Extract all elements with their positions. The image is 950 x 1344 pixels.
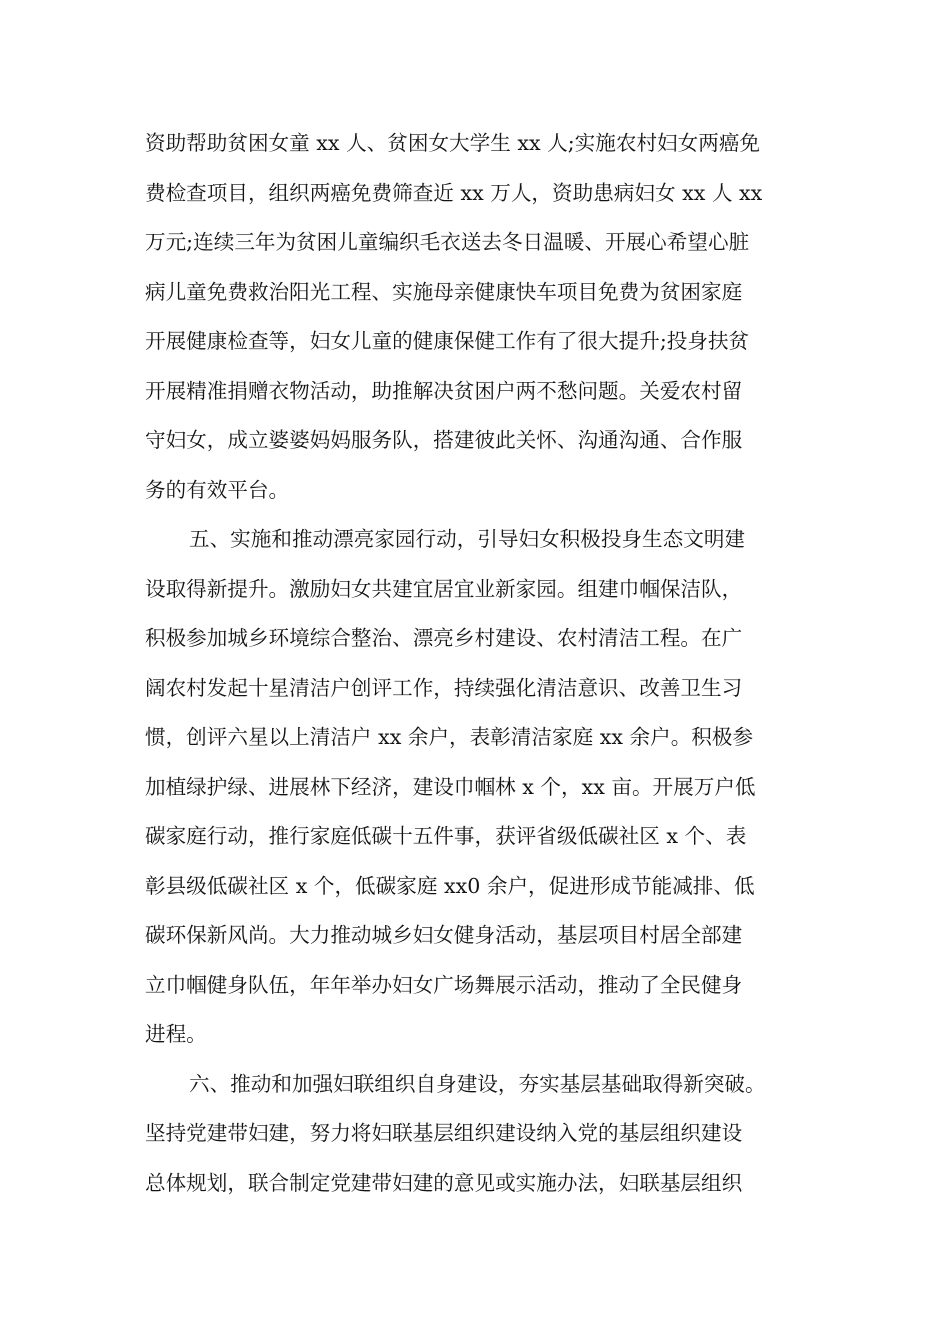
text-line: 坚持党建带妇建，努力将妇联基层组织建设纳入党的基层组织建设: [145, 1121, 743, 1145]
text-line: 五、实施和推动漂亮家园行动，引导妇女积极投身生态文明建: [189, 527, 746, 551]
paragraph: [145, 1069, 810, 1218]
text-line: 进程。: [145, 1022, 207, 1046]
text-line: 碳家庭行动，推行家庭低碳十五件事，获评省级低碳社区 x 个、表: [145, 824, 747, 848]
text-line: 彰县级低碳社区 x 个，低碳家庭 xx0 余户，促进形成节能减排、低: [145, 873, 755, 898]
text-line: 守妇女，成立婆婆妈妈服务队，搭建彼此关怀、沟通沟通、合作服: [145, 428, 743, 452]
text-line: 开展精准捐赠衣物活动，助推解决贫困户两不愁问题。关爱农村留: [145, 378, 743, 403]
text-line: 阔农村发起十星清洁户创评工作，持续强化清洁意识、改善卫生习: [145, 675, 743, 700]
text-line: 万元;连续三年为贫困儿童编织毛衣送去冬日温暖、开展心希望心脏: [145, 230, 750, 254]
text-line: 设取得新提升。激励妇女共建宜居宜业新家园。组建巾帼保洁队，: [145, 576, 743, 601]
text-line: 六、推动和加强妇联组织自身建设，夯实基层基础取得新突破。: [189, 1071, 766, 1096]
text-line: 立巾帼健身队伍，年年举办妇女广场舞展示活动，推动了全民健身: [145, 972, 743, 997]
text-line: 费检查项目，组织两癌免费筛查近 xx 万人，资助患病妇女 xx 人 xx: [145, 180, 763, 205]
paragraph: [145, 524, 810, 1069]
text-line: 开展健康检查等，妇女儿童的健康保健工作有了很大提升;投身扶贫: [145, 329, 750, 353]
text-line: 总体规划，联合制定党建带妇建的意见或实施办法，妇联基层组织: [145, 1170, 743, 1195]
text-line: 惯，创评六星以上清洁户 xx 余户，表彰清洁家庭 xx 余户。积极参: [145, 725, 754, 749]
text-line: 病儿童免费救治阳光工程、实施母亲健康快车项目免费为贫困家庭: [145, 279, 743, 304]
text-line: 加植绿护绿、进展林下经济，建设巾帼林 x 个，xx 亩。开展万户低: [145, 774, 756, 799]
paragraph: [145, 128, 810, 524]
document-body: [145, 128, 810, 1217]
text-line: 务的有效平台。: [145, 477, 290, 502]
text-line: 资助帮助贫困女童 xx 人、贫困女大学生 xx 人;实施农村妇女两癌免: [145, 131, 761, 155]
text-line: 碳环保新风尚。大力推动城乡妇女健身活动，基层项目村居全部建: [145, 923, 743, 947]
text-line: 积极参加城乡环境综合整治、漂亮乡村建设、农村清洁工程。在广: [145, 626, 743, 650]
